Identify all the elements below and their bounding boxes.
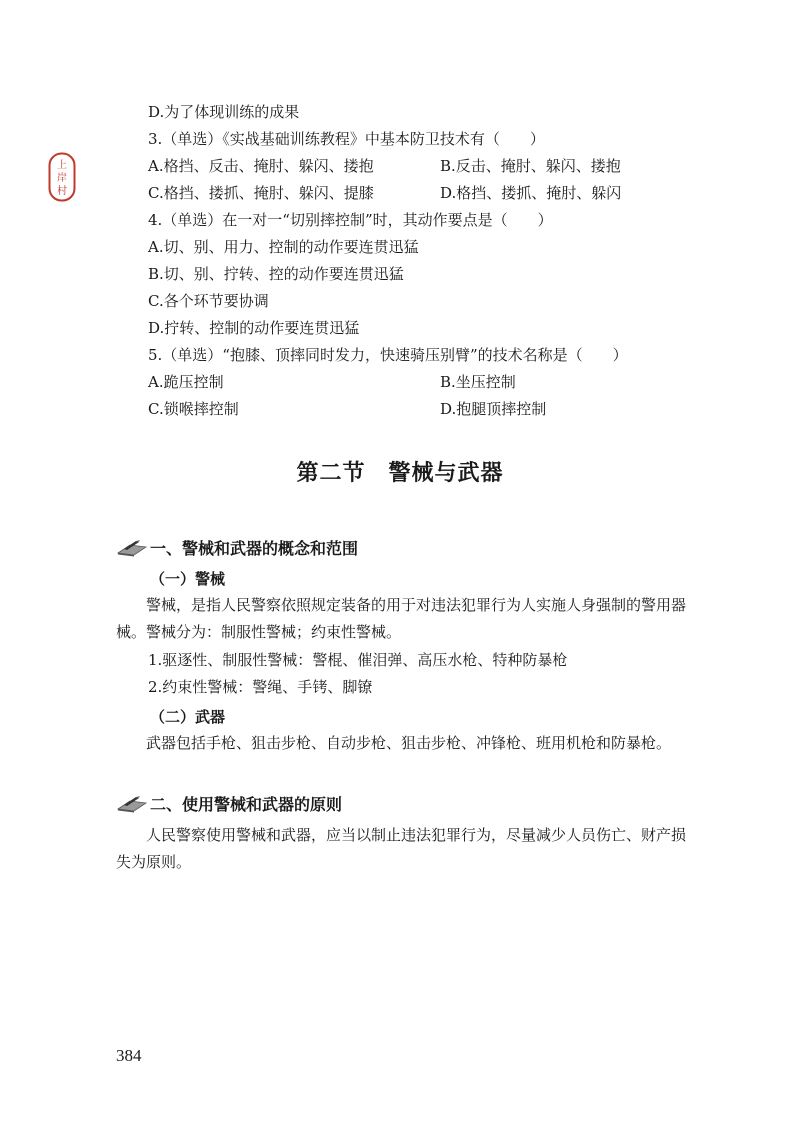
section-title: 第二节 警械与武器 [296,461,504,486]
question-line: 5.（单选）“抱膝、顶摔同时发力，快速骑压别臂”的技术名称是（ ） [148,346,628,364]
svg-text:上: 上 [57,160,67,171]
option-left: C.格挡、搂抓、掩肘、躲闪、提膝 [148,184,374,202]
section-heading [116,536,358,559]
list-item: 1.驱逐性、制服性警械：警棍、催泪弹、高压水枪、特种防暴枪 [148,651,568,669]
svg-text:村: 村 [57,186,67,197]
section-heading [116,792,342,815]
option-row [148,183,622,203]
question-line: D.拧转、控制的动作要连贯迅猛 [148,319,360,337]
option-left: C.锁喉摔控制 [148,400,239,418]
pencil-book-icon [116,795,148,813]
page-number: 384 [116,1046,142,1065]
heading-text: 二、使用警械和武器的原则 [150,795,343,814]
option-row [148,399,547,419]
seal-stamp-icon [48,152,76,202]
option-right: B.反击、掩肘、躲闪、搂抱 [440,157,621,175]
question-line: C.各个环节要协调 [148,292,269,310]
question-line: 4.（单选）在一对一“切别摔控制”时，其动作要点是（ ） [148,211,553,229]
paragraph: 人民警察使用警械和武器，应当以制止违法犯罪行为，尽量减少人员伤亡、财产损失为原则。 [116,826,687,871]
question-line: D.为了体现训练的成果 [148,103,300,121]
question-line: A.切、别、用力、控制的动作要连贯迅猛 [148,238,419,256]
pencil-book-icon [116,539,148,557]
option-row [148,156,621,176]
option-left: A.格挡、反击、掩肘、躲闪、搂抱 [148,157,374,175]
list-item: 2.约束性警械：警绳、手铐、脚镣 [148,678,373,696]
svg-text:岸: 岸 [57,173,67,184]
question-line: 3.（单选）《实战基础训练教程》中基本防卫技术有（ ） [148,130,545,148]
option-right: B.坐压控制 [440,373,516,391]
option-row [148,372,516,392]
option-right: D.抱腿顶摔控制 [440,400,547,418]
heading-text: 一、警械和武器的概念和范围 [150,539,359,558]
subheading: （一）警械 [150,570,226,588]
question-line: B.切、别、拧转、控的动作要连贯迅猛 [148,265,404,283]
subheading: （二）武器 [150,708,226,726]
option-left: A.跪压控制 [148,373,224,391]
option-right: D.格挡、搂抓、掩肘、躲闪 [440,184,622,202]
paragraph: 警械，是指人民警察依照规定装备的用于对违法犯罪行为人实施人身强制的警用器械。警械分为：制服性警械；约束性警械。 [116,596,687,641]
paragraph: 武器包括手枪、狙击步枪、自动步枪、狙击步枪、冲锋枪、班用机枪和防暴枪。 [146,734,672,752]
